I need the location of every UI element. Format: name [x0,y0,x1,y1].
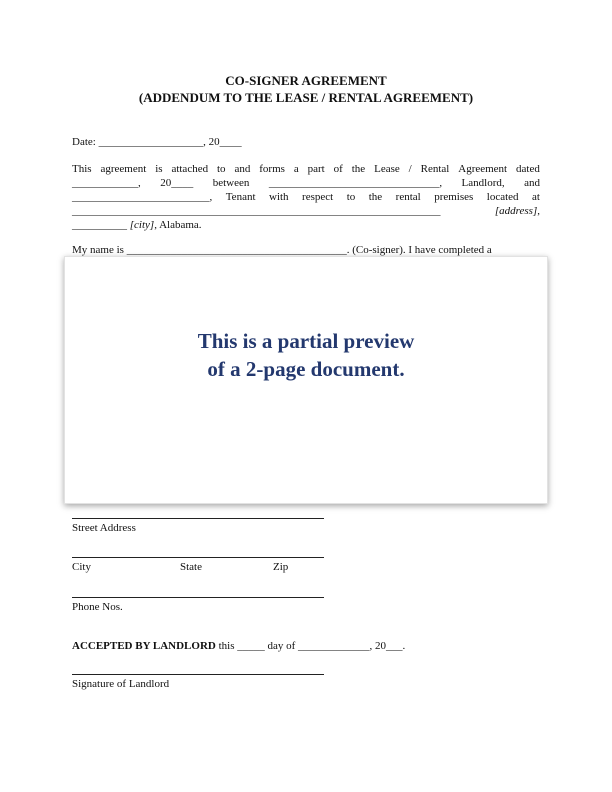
word: the [351,163,366,175]
street-address-label: Street Address [72,522,136,534]
word: ____________, [72,177,141,189]
word: and [524,177,540,189]
preview-line-2: of a 2-page document. [207,357,405,381]
state-text: , Alabama. [154,219,202,231]
partial-preview-overlay [64,256,548,504]
landlord-signature-label: Signature of Landlord [72,678,170,690]
word: 20____ [160,177,194,189]
city-label: City [72,561,91,573]
title-line-1: CO-SIGNER AGREEMENT [225,73,387,88]
agreement-line-5 [72,218,540,232]
phone-label: Phone Nos. [72,601,123,613]
word: rental [395,191,421,203]
word: and [234,163,251,175]
word: premises [434,191,474,203]
word: / [408,163,412,175]
word: to [217,163,226,175]
document-title [0,72,612,106]
accepted-label: ACCEPTED BY LANDLORD [72,640,216,652]
word: Lease [374,163,400,175]
city-placeholder: [city] [129,219,155,231]
address-hint [495,204,540,218]
address-placeholder: [address] [494,205,538,217]
address-blank: ___________________________________________________________________ [72,205,441,217]
agreement-line-2 [72,176,540,190]
my-name-line: My name is ________________________________________. (Co-signer). I have completed a [72,244,492,256]
title-line-2: (ADDENDUM TO THE LEASE / RENTAL AGREEMENT) [138,90,474,105]
city-state-zip-line [72,557,324,558]
agreement-line-1 [72,162,540,176]
word: dated [516,163,540,175]
word: the [368,191,383,203]
landlord-signature-line [72,674,324,675]
word: a [293,163,299,175]
preview-message [198,327,415,383]
agreement-paragraph [72,162,540,232]
landlord-acceptance [72,639,405,653]
word: part [307,163,325,175]
word: agreement [100,163,147,175]
word: to [346,191,356,203]
comma: , [537,205,540,217]
agreement-line-4 [72,204,540,218]
acceptance-date-text: this _____ day of _____________, 20___. [215,640,406,652]
word: Landlord, [461,177,505,189]
date-line: Date: ___________________, 20____ [72,136,242,148]
zip-label: Zip [273,561,289,573]
preview-line-1: This is a partial preview [197,329,415,353]
word: at [532,191,540,203]
word: with [269,191,289,203]
word: of [333,163,343,175]
street-address-line [72,518,324,519]
word: Tenant [225,191,256,203]
word: located [486,191,519,203]
phone-line [72,597,324,598]
word: is [155,163,163,175]
word: attached [171,163,209,175]
word: _________________________, [72,191,213,203]
word: Rental [420,163,450,175]
state-label: State [180,561,202,573]
word: respect [302,191,334,203]
word: forms [259,163,285,175]
word: _______________________________, [268,177,443,189]
word: between [212,177,250,189]
word: Agreement [458,163,508,175]
city-blank: __________ [72,219,130,231]
agreement-line-3 [72,190,540,204]
word: This [72,163,92,175]
